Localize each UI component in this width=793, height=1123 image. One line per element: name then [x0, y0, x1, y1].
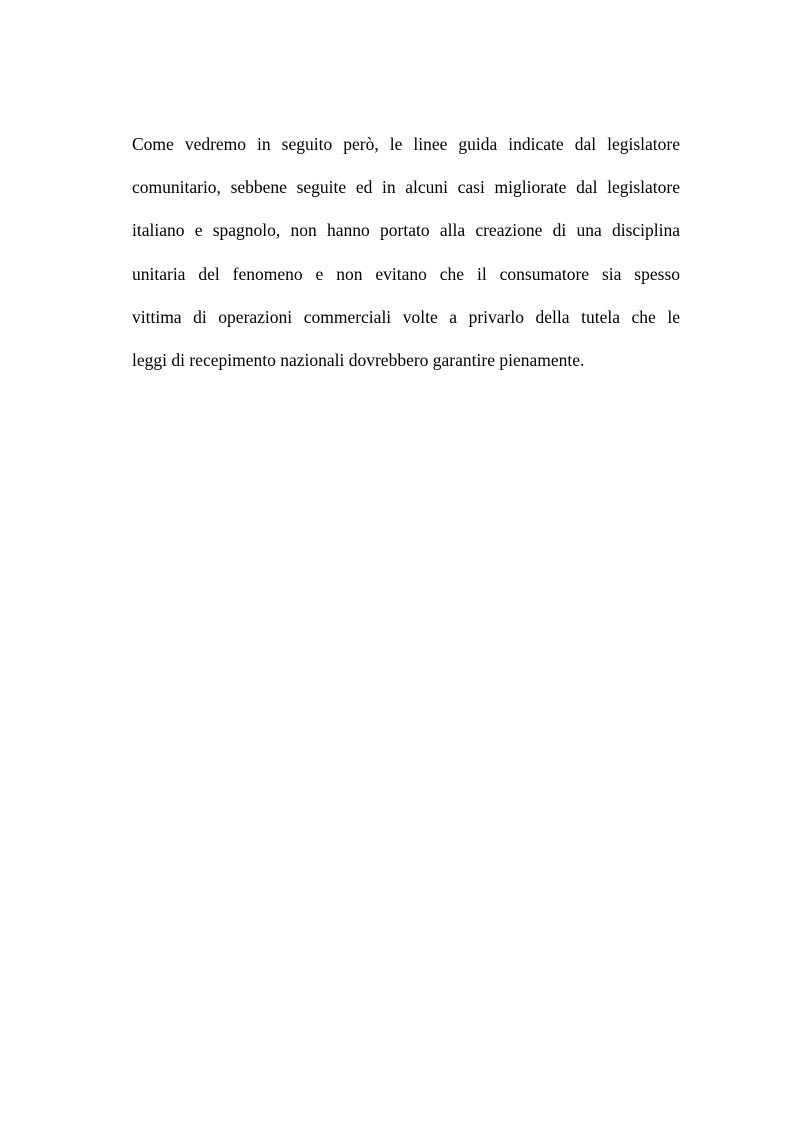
body-paragraph	[132, 130, 680, 389]
paragraph-line: comunitario, sebbene seguite ed in alcuni casi migliorate dal legislatore	[132, 177, 680, 198]
paragraph-line-last: leggi di recepimento nazionali dovrebbero garantire pienamente.	[132, 349, 585, 370]
paragraph-line: italiano e spagnolo, non hanno portato alla creazione di una disciplina	[132, 220, 680, 241]
paragraph-line: Come vedremo in seguito però, le linee guida indicate dal legislatore	[132, 134, 680, 154]
paragraph-line: vittima di operazioni commerciali volte a privarlo della tutela che le	[132, 306, 680, 327]
paragraph-line: unitaria del fenomeno e non evitano che il consumatore sia spesso	[132, 263, 680, 284]
